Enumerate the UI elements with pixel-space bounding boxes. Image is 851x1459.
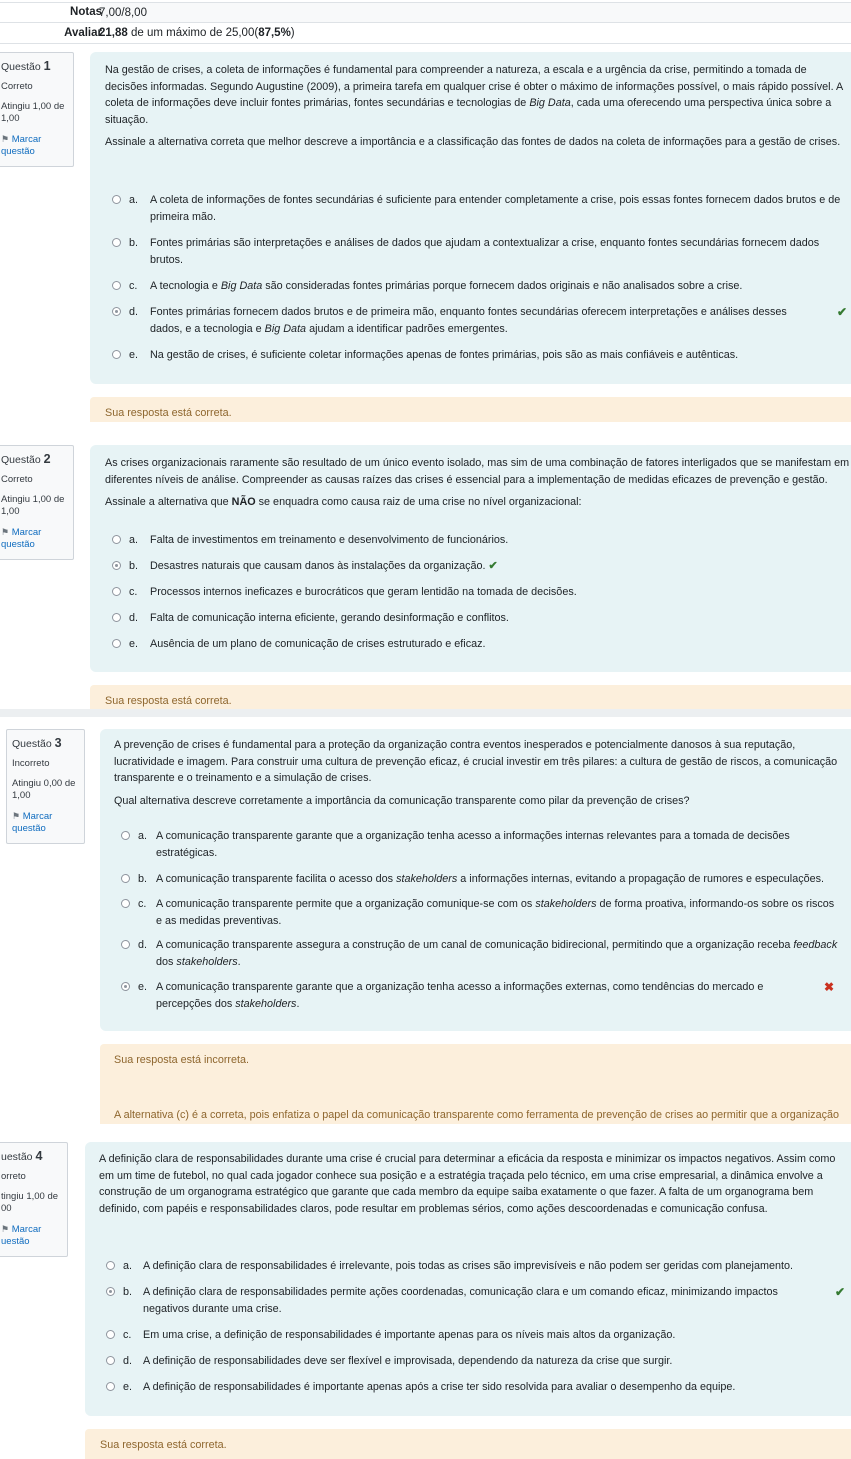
question-state: orreto: [1, 1171, 26, 1182]
question-state: Correto: [1, 81, 33, 92]
answer-option-e-selected[interactable]: e. A comunicação transparente garante que a organização tenha acesso a informações externas, como tendências do mercado e percepções dos stakeholders. ✖: [121, 979, 841, 1013]
question-grade: tingiu 1,00 de 00: [1, 1191, 59, 1214]
radio-button[interactable]: [112, 613, 121, 622]
answer-option-b[interactable]: b. Fontes primárias são interpretações e análises de dados que ajudam a contextualizar a crise, enquanto fontes secundárias fornecem dados brutos.: [112, 235, 847, 269]
flag-question-link[interactable]: ⚑ Marcar questão: [1, 527, 42, 550]
question-4-text: A definição clara de responsabilidades durante uma crise é crucial para determinar a eficácia da resposta e minimizar os impactos negativos. Assim como em um time de futebol, no qual cada jogador conhece sua posição e a estratégia traçada pelo técnico, em uma crise empresarial, a dinâmica envolve a construção de um organograma estratégico que garante que cada membro da equipe saiba exatamente o que fazer. A falta de um organograma bem definido, com papéis e responsabilidades claros, pode resultar em problemas sérios, como ações descoordenadas e comunicação confusa.: [99, 1153, 836, 1215]
feedback-text: Sua resposta está correta.: [105, 407, 232, 419]
flag-question-link[interactable]: ⚑ Marcar uestão: [1, 1224, 42, 1247]
radio-button[interactable]: [121, 940, 130, 949]
radio-button-checked[interactable]: [121, 982, 130, 991]
feedback-text: Sua resposta está correta.: [100, 1439, 227, 1451]
question-state: Incorreto: [12, 758, 50, 769]
answer-option-c[interactable]: c. Em uma crise, a definição de responsabilidades é importante apenas para os níveis mais altos da organização.: [106, 1327, 846, 1344]
answer-option-c[interactable]: c. Processos internos ineficazes e burocráticos que geram lentidão na tomada de decisões.: [112, 584, 847, 601]
feedback-box: [90, 685, 851, 709]
feedback-text: Sua resposta está correta.: [105, 695, 232, 707]
screenshot-seam: [0, 1124, 851, 1139]
answer-option-b-selected[interactable]: b. Desastres naturais que causam danos às instalações da organização. ✔: [112, 558, 847, 575]
radio-button[interactable]: [106, 1382, 115, 1391]
radio-button[interactable]: [112, 350, 121, 359]
radio-button[interactable]: [112, 535, 121, 544]
radio-button[interactable]: [112, 195, 121, 204]
radio-button-checked[interactable]: [112, 561, 121, 570]
radio-button[interactable]: [112, 639, 121, 648]
answer-option-e[interactable]: e. Na gestão de crises, é suficiente coletar informações apenas de fontes primárias, pois são as mais confiáveis e autênticas.: [112, 347, 847, 364]
answer-option-d[interactable]: d. A comunicação transparente assegura a construção de um canal de comunicação bidirecional, permitindo que a organização receba feedback dos stakeholders.: [121, 937, 841, 971]
radio-button[interactable]: [121, 831, 130, 840]
avaliar-value: 21,88 de um máximo de 25,00(87,5%): [99, 27, 295, 39]
answer-option-d[interactable]: d. A definição de responsabilidades deve ser flexível e improvisada, dependendo da natureza da crise que surgir.: [106, 1353, 846, 1370]
flag-icon: ⚑: [1, 527, 10, 537]
radio-button-checked[interactable]: [106, 1287, 115, 1296]
cross-icon: ✖: [824, 980, 835, 994]
answer-option-a[interactable]: a. Falta de investimentos em treinamento e desenvolvimento de funcionários.: [112, 532, 847, 549]
answer-option-b-selected[interactable]: b. A definição clara de responsabilidades permite ações coordenadas, comunicação clara e um comando eficaz, minimizando impactos negativos durante uma crise. ✔: [106, 1284, 851, 1318]
radio-button[interactable]: [106, 1356, 115, 1365]
summary-row-avaliar: [0, 22, 851, 44]
question-1-info: Questão 1 Correto Atingiu 1,00 de 1,00 ⚑ Marcar questão: [0, 52, 74, 167]
question-2-text: As crises organizacionais raramente são resultado de um único evento isolado, mas sim de uma combinação de fatores interligados que se manifestam em diferentes níveis de análise. Compreender as causas raízes das crises é essencial para a implementação de medidas eficazes de prevenção e gestão. Assinale a alternativa que NÃO se enquadra como causa raiz de uma crise no nível organizacional:: [105, 457, 850, 508]
radio-button[interactable]: [106, 1261, 115, 1270]
avaliar-label: Avaliar: [64, 27, 102, 39]
answer-option-d-selected[interactable]: d. Fontes primárias fornecem dados brutos e de primeira mão, enquanto fontes secundárias oferecem interpretações e análises desses dados, e a tecnologia e Big Data ajudam a identificar padrões emergentes. ✔: [112, 304, 849, 338]
notas-label: Notas: [70, 6, 102, 18]
radio-button-checked[interactable]: [112, 307, 121, 316]
question-3-info: Questão 3 Incorreto Atingiu 0,00 de 1,00 ⚑ Marcar questão: [6, 729, 85, 844]
feedback-explanation: A alternativa (c) é a correta, pois enfatiza o papel da comunicação transparente como ferramenta de prevenção de crises ao permitir que a organização: [114, 1109, 839, 1121]
feedback-box: [90, 397, 851, 422]
radio-button[interactable]: [121, 874, 130, 883]
radio-button[interactable]: [121, 899, 130, 908]
question-number: 2: [43, 452, 51, 466]
radio-button[interactable]: [106, 1330, 115, 1339]
radio-button[interactable]: [112, 587, 121, 596]
answer-option-d[interactable]: d. Falta de comunicação interna eficiente, gerando desinformação e conflitos.: [112, 610, 847, 627]
answer-option-a[interactable]: a. A coleta de informações de fontes secundárias é suficiente para entender completamente a crise, pois essas fontes fornecem dados brutos e de primeira mão.: [112, 192, 847, 226]
answer-option-e[interactable]: e. Ausência de um plano de comunicação de crises estruturado e eficaz.: [112, 636, 847, 653]
question-2-info: Questão 2 Correto Atingiu 1,00 de 1,00 ⚑ Marcar questão: [0, 445, 74, 560]
answer-option-a[interactable]: a. A comunicação transparente garante que a organização tenha acesso a informações internas relevantes para a tomada de decisões estratégicas.: [121, 828, 841, 862]
flag-icon: ⚑: [1, 134, 10, 144]
answer-option-c[interactable]: c. A tecnologia e Big Data são consideradas fontes primárias porque fornecem dados originais e não analisados sobre a crise.: [112, 278, 847, 295]
feedback-box: [85, 1429, 851, 1459]
question-number: 3: [54, 736, 62, 750]
flag-icon: ⚑: [12, 811, 21, 821]
flag-icon: ⚑: [1, 1224, 10, 1234]
summary-row-notas: [0, 2, 851, 23]
screenshot-seam: [0, 709, 851, 717]
question-3-text: A prevenção de crises é fundamental para a proteção da organização contra eventos inesperados e potencialmente danosos à sua reputação, lucratividade e imagem. Para construir uma cultura de prevenção eficaz, é crucial investir em três pilares: a cultura de gestão de riscos, a comunicação transparente e o treinamento e a simulação de crises. Qual alternativa descreve corretamente a importância da comunicação transparente como pilar da prevenção de crises?: [114, 739, 838, 807]
notas-value: 7,00/8,00: [99, 7, 147, 19]
question-1-text: Na gestão de crises, a coleta de informações é fundamental para compreender a natureza, a escala e a urgência da crise, permitindo a tomada de decisões informadas. Segundo Augustine (2009), a primeira tarefa em qualquer crise é obter o máximo de informações possível, o mais rápido possível. A coleta de informações deve incluir fontes primárias, fontes secundárias e tecnologias de Big Data, cada uma oferecendo uma perspectiva única sobre a situação. Assinale a alternativa correta que melhor descreve a importância e a classificação das fontes de dados na coleta de informações para a gestão de crises.: [105, 64, 843, 148]
check-icon: ✔: [488, 560, 498, 572]
check-icon: ✔: [837, 305, 848, 319]
question-grade: Atingiu 1,00 de 1,00: [1, 101, 65, 124]
answer-option-c[interactable]: c. A comunicação transparente permite que a organização comunique-se com os stakeholders de forma proativa, informando-os sobre os riscos e as medidas preventivas.: [121, 896, 841, 930]
question-number: 4: [35, 1149, 43, 1163]
radio-button[interactable]: [112, 238, 121, 247]
answer-option-a[interactable]: a. A definição clara de responsabilidades é irrelevante, pois todas as crises são imprevisíveis e não podem ser geridas com planejamento.: [106, 1258, 846, 1275]
feedback-box: [100, 1044, 851, 1124]
question-4-info: uestão 4 orreto tingiu 1,00 de 00 ⚑ Marcar uestão: [0, 1142, 68, 1257]
radio-button[interactable]: [112, 281, 121, 290]
flag-question-link[interactable]: ⚑ Marcar questão: [1, 134, 42, 157]
question-state: Correto: [1, 474, 33, 485]
question-number: 1: [43, 59, 51, 73]
check-icon: ✔: [835, 1285, 846, 1299]
flag-question-link[interactable]: ⚑ Marcar questão: [12, 811, 53, 834]
feedback-text: Sua resposta está incorreta.: [114, 1054, 250, 1066]
answer-option-e[interactable]: e. A definição de responsabilidades é importante apenas após a crise ter sido resolvida para avaliar o desempenho da equipe.: [106, 1379, 846, 1396]
question-grade: Atingiu 0,00 de 1,00: [12, 778, 76, 801]
answer-option-b[interactable]: b. A comunicação transparente facilita o acesso dos stakeholders a informações internas, evitando a propagação de rumores e especulações.: [121, 871, 841, 888]
question-grade: Atingiu 1,00 de 1,00: [1, 494, 65, 517]
